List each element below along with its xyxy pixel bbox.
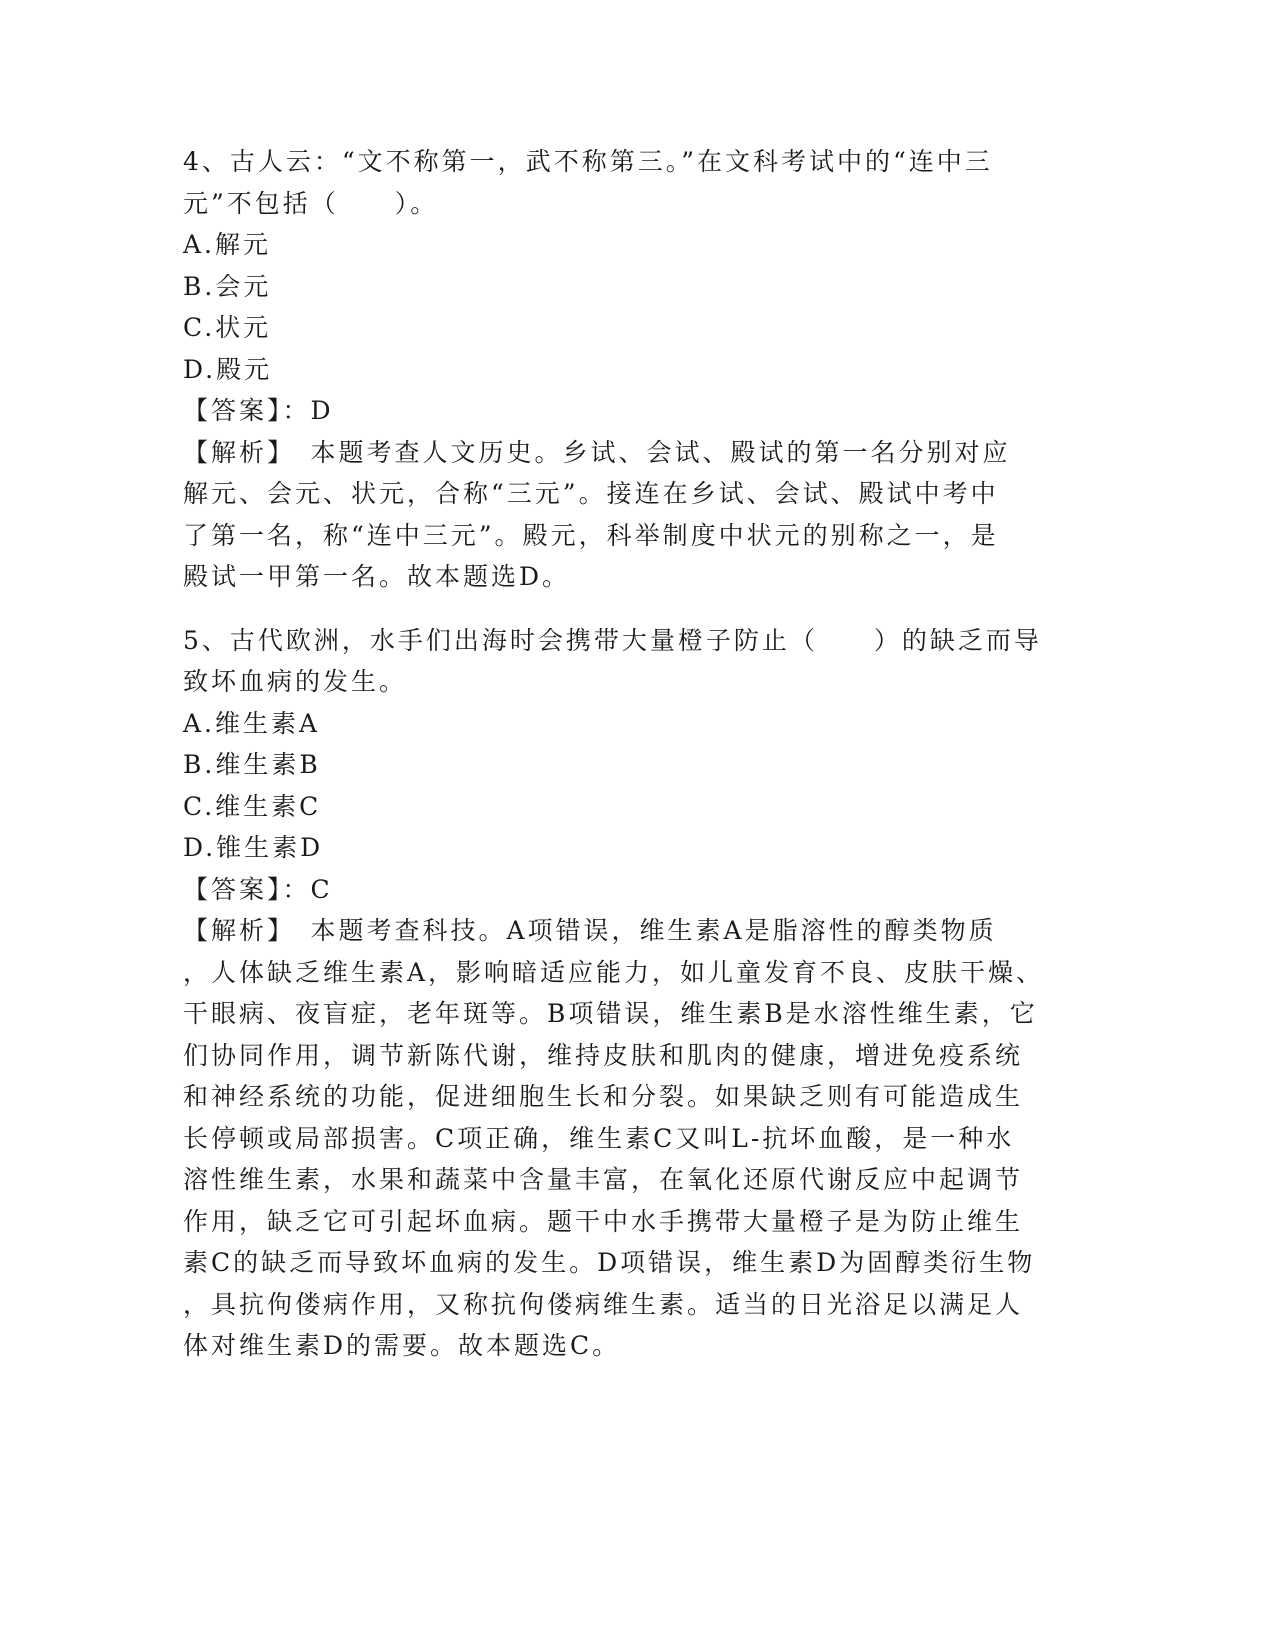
question-stem-line: 致坏血病的发生。: [183, 667, 408, 696]
option-a: A.维生素A: [183, 708, 321, 738]
explanation-line: 殿试一甲第一名。故本题选D。: [183, 562, 571, 591]
option-a: A.解元: [183, 230, 272, 259]
explanation-line: 了第一名，称“连中三元”。殿元，科举制度中状元的别称之一，是: [183, 520, 999, 550]
option-d: D.锥生素D: [183, 833, 324, 862]
question-5: [183, 620, 1043, 1367]
answer-line: 【答案】：C: [183, 874, 333, 904]
explanation-line: 作用，缺乏它可引起坏血病。题干中水手携带大量橙子是为防止维生: [183, 1206, 1024, 1236]
explanation-line: 【解析】 本题考查人文历史。乡试、会试、殿试的第一名分别对应: [183, 437, 1011, 467]
answer-line: 【答案】：D: [183, 396, 334, 425]
explanation-line: 和神经系统的功能，促进细胞生长和分裂。如果缺乏则有可能造成生: [183, 1082, 1024, 1111]
question-stem-line: 4、古人云：“文不称第一，武不称第三。”在文科考试中的“连中三: [183, 147, 993, 176]
option-c: C.维生素C: [183, 791, 322, 821]
explanation-line: 素C的缺乏而导致坏血病的发生。D项错误，维生素D为固醇类衍生物: [183, 1248, 1036, 1277]
option-b: B.会元: [183, 271, 272, 301]
question-divider-space: [183, 598, 1043, 620]
explanation-line: 解元、会元、状元，合称“三元”。接连在乡试、会试、殿试中考中: [183, 479, 999, 508]
question-stem-line: 5、古代欧洲，水手们出海时会携带大量橙子防止（ ）的缺乏而导: [183, 625, 1042, 655]
option-c: C.状元: [183, 313, 272, 342]
option-d: D.殿元: [183, 354, 273, 384]
explanation-line: 【解析】 本题考查科技。A项错误，维生素A是脂溶性的醇类物质: [183, 916, 997, 945]
explanation-line: 体对维生素D的需要。故本题选C。: [183, 1331, 621, 1360]
explanation-line: 干眼病、夜盲症，老年斑等。B项错误，维生素B是水溶性维生素，它: [183, 999, 1038, 1028]
explanation-line: 溶性维生素，水果和蔬菜中含量丰富，在氧化还原代谢反应中起调节: [183, 1165, 1024, 1194]
question-stem-line: 元”不包括（ ）。: [183, 188, 439, 218]
option-b: B.维生素B: [183, 750, 321, 779]
explanation-line: ，具抗佝偻病作用，又称抗佝偻病维生素。适当的日光浴足以满足人: [183, 1289, 1024, 1319]
question-4: [183, 141, 1043, 598]
page-content: [183, 141, 1043, 1367]
explanation-line: 长停顿或局部损害。C项正确，维生素C又叫L-抗坏血酸，是一种水: [183, 1123, 1015, 1153]
explanation-line: ，人体缺乏维生素A，影响暗适应能力，如儿童发育不良、皮肤干燥、: [183, 957, 1045, 987]
explanation-line: 们协同作用，调节新陈代谢，维持皮肤和肌肉的健康，增进免疫系统: [183, 1040, 1024, 1070]
